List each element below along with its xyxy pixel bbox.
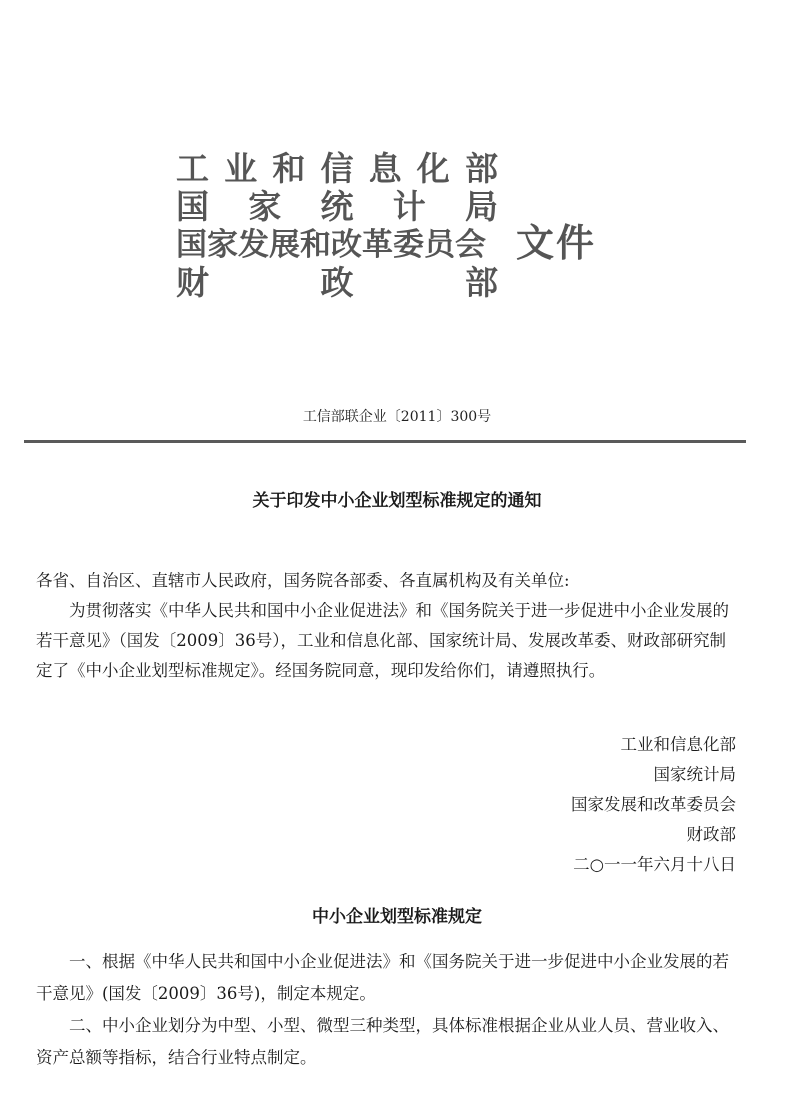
addressee: 各省、自治区、直辖市人民政府，国务院各部委、各直属机构及有关单位: [36, 571, 570, 590]
document-header [176, 150, 616, 320]
signature-stats-bureau: 国家统计局 [653, 765, 736, 784]
body-paragraph: 为贯彻落实《中华人民共和国中小企业促进法》和《国务院关于进一步促进中小企业发展的若干意见》（国发〔2009〕36号），工业和信息化部、国家统计局、发展改革委、财政部研究制定了《中小企业划型标准规定》。经国务院同意，现印发给你们，请遵照执行。 [36, 601, 729, 680]
signature-finance: 财政部 [686, 825, 736, 844]
header-divider [24, 440, 746, 443]
rules-paragraph-1: 一、根据《中华人民共和国中小企业促进法》和《国务院关于进一步促进中小企业发展的若干意见》(国发〔2009〕36号)，制定本规定。 [36, 952, 729, 1003]
notice-body [36, 566, 736, 686]
issuer-ndrc: 国家发展和改革委员会 [176, 227, 486, 263]
signature-ndrc: 国家发展和改革委员会 [571, 795, 736, 814]
issuer-miit: 工 业 和 信 息 化 部 [176, 149, 498, 188]
issuer-stats-bureau: 国 家 统 计 局 [176, 187, 498, 226]
rules-paragraph-2: 二、中小企业划分为中型、小型、微型三种类型，具体标准根据企业从业人员、营业收入、资产总额等指标，结合行业特点制定。 [36, 1016, 729, 1067]
issuer-finance: 财 政 部 [176, 263, 498, 302]
issuing-authorities [176, 150, 498, 302]
rules-body [36, 946, 736, 1074]
signature-date: 二○一一年六月十八日 [573, 855, 736, 874]
document-label: 文件 [516, 221, 597, 265]
document-number: 工信部联企业〔2011〕300号 [302, 409, 492, 425]
rules-title: 中小企业划型标准规定 [312, 907, 482, 927]
signature-miit: 工业和信息化部 [620, 735, 736, 754]
notice-title: 关于印发中小企业划型标准规定的通知 [252, 491, 542, 511]
signature-block [571, 730, 736, 880]
